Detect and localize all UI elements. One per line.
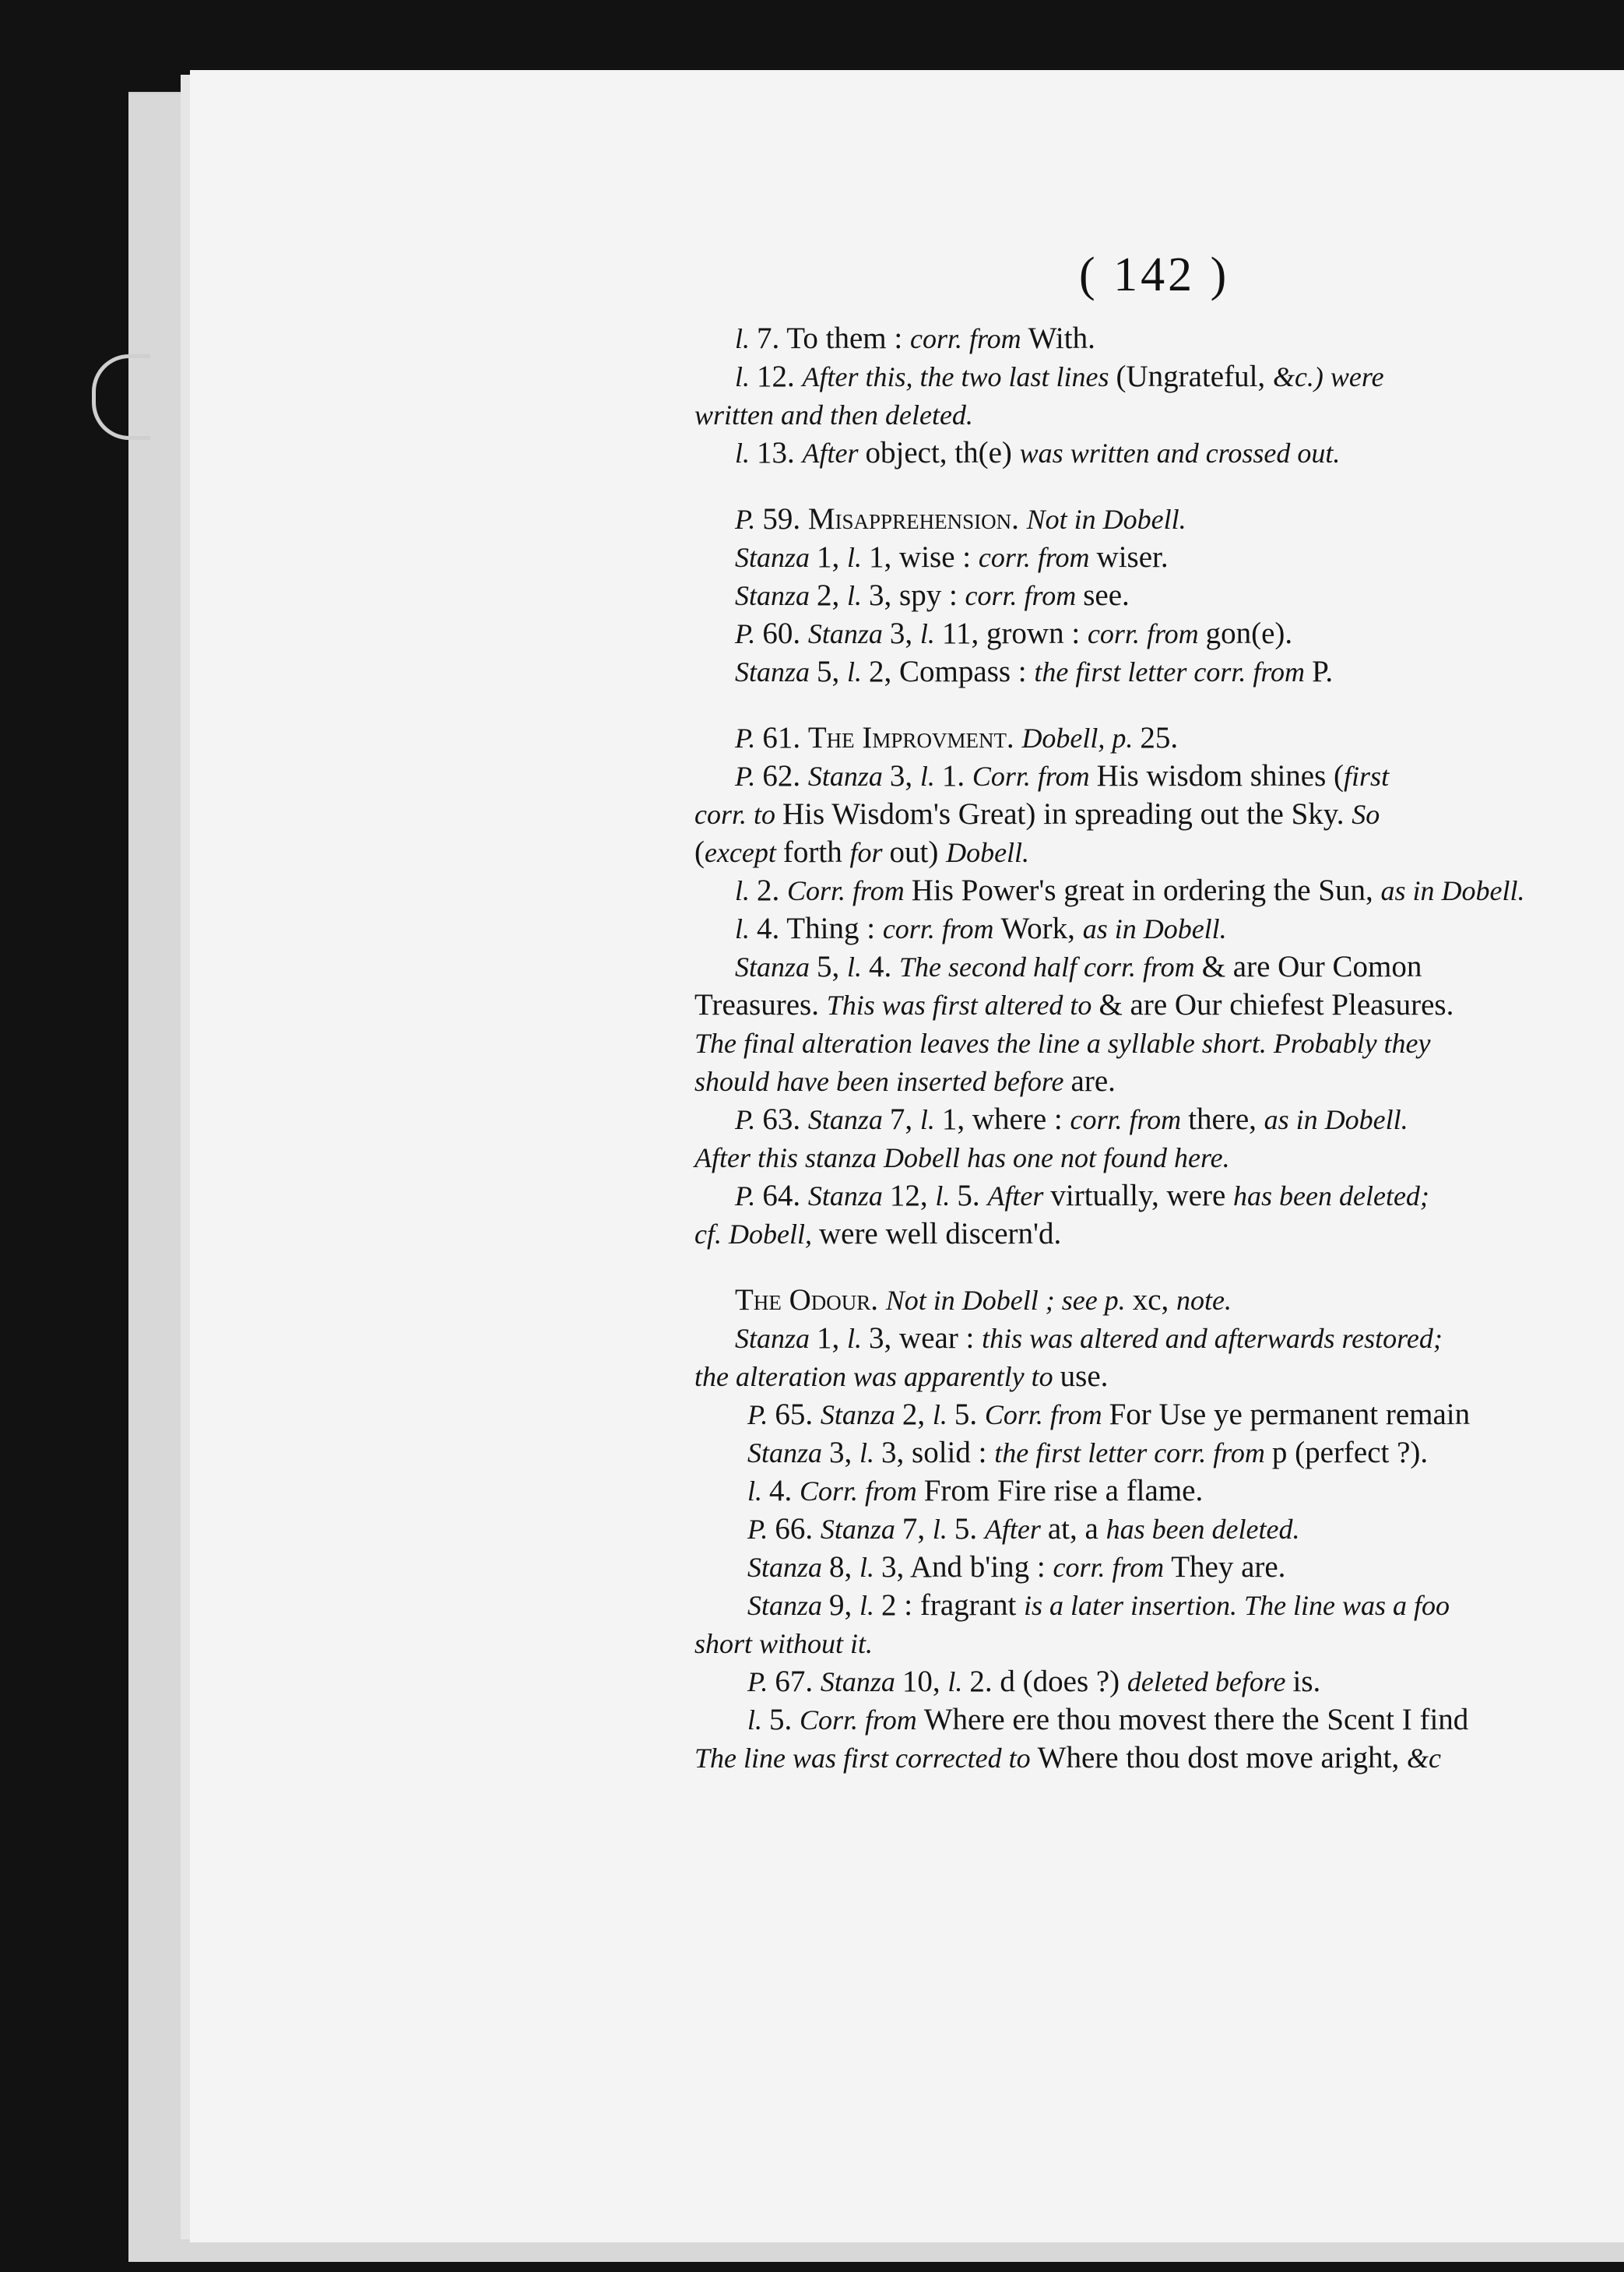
roman-span: [1014, 721, 1022, 754]
roman-span: Where thou dost move aright,: [1037, 1741, 1408, 1774]
italic-span: were: [1330, 361, 1384, 392]
roman-span: 3,: [889, 759, 920, 793]
italic-span: The second half corr. from: [899, 951, 1202, 983]
roman-span: 4.: [869, 950, 900, 983]
italic-span: l.: [919, 761, 942, 792]
roman-span: 2.: [757, 874, 788, 907]
text-line: [694, 719, 1624, 757]
italic-span: The final alteration leaves the line a syllable short. Probably they: [694, 1028, 1431, 1059]
roman-span: 12.: [757, 360, 803, 393]
roman-span: gon(e).: [1205, 617, 1293, 650]
italic-span: l.: [932, 1399, 954, 1430]
text-line: [694, 795, 1624, 833]
italic-span: l.: [919, 618, 942, 649]
italic-span: l.: [935, 1180, 958, 1212]
italic-span: as in Dobell.: [1380, 875, 1525, 906]
roman-span: P.: [1312, 655, 1334, 688]
italic-span: Corr. from: [800, 1475, 924, 1507]
italic-span: l.: [859, 1552, 882, 1583]
italic-span: corr. from: [965, 580, 1084, 611]
roman-span: 2,: [902, 1398, 933, 1431]
binding-clip: [92, 354, 150, 440]
text-line: [694, 500, 1624, 538]
roman-span: 5.: [957, 1179, 988, 1212]
roman-span: 2,: [817, 579, 848, 612]
notes-text: [694, 319, 1624, 1777]
italic-span: l.: [847, 1323, 870, 1354]
italic-span: l.: [735, 913, 758, 944]
text-line: [694, 1433, 1624, 1472]
roman-span: 2, Compass :: [869, 655, 1035, 688]
text-line: [694, 1662, 1624, 1700]
roman-span: 10,: [902, 1665, 948, 1698]
italic-span: corr. to: [694, 799, 783, 830]
roman-span: 5.: [769, 1703, 800, 1736]
italic-span: this was altered and afterwards restored;: [982, 1323, 1443, 1354]
italic-span: Corr. from: [984, 1399, 1109, 1430]
italic-span: The line was first corrected to: [694, 1743, 1038, 1774]
roman-span: 8,: [829, 1550, 860, 1584]
roman-span: 62.: [762, 759, 808, 793]
roman-span: are.: [1070, 1064, 1116, 1098]
italic-span: So: [1352, 799, 1380, 830]
roman-span: object, th(e): [865, 436, 1020, 470]
text-line: [694, 1357, 1624, 1395]
italic-span: has been deleted;: [1233, 1180, 1429, 1212]
text-line: [694, 1586, 1624, 1624]
italic-span: note.: [1176, 1285, 1232, 1316]
italic-span: Stanza: [807, 761, 890, 792]
italic-span: Stanza: [735, 951, 817, 983]
italic-span: the alteration was apparently to: [694, 1361, 1060, 1392]
roman-span: & are Our Comon: [1201, 950, 1422, 983]
italic-span: first: [1344, 761, 1390, 792]
roman-span: For Use ye permanent remain: [1109, 1398, 1471, 1431]
italic-span: Corr. from: [800, 1704, 924, 1736]
roman-span: use.: [1060, 1359, 1109, 1393]
italic-span: Stanza: [735, 542, 817, 573]
small-caps-span: Misapprehension.: [807, 502, 1019, 536]
italic-span: Not in Dobell.: [1026, 504, 1186, 535]
text-line: [694, 1510, 1624, 1548]
roman-span: 3, solid :: [881, 1436, 995, 1469]
roman-span: is.: [1292, 1665, 1321, 1698]
italic-span: written and then deleted.: [694, 399, 973, 431]
italic-span: corr. from: [882, 913, 1001, 944]
roman-span: His Power's great in ordering the Sun,: [911, 874, 1381, 907]
text-line: [694, 871, 1624, 909]
roman-span: virtually, were: [1050, 1179, 1234, 1212]
roman-span: 5,: [817, 950, 848, 983]
text-line: [694, 1024, 1624, 1062]
roman-span: 1,: [817, 540, 848, 574]
italic-span: P.: [735, 1180, 763, 1212]
italic-span: &c: [1407, 1743, 1442, 1774]
text-line: [694, 1700, 1624, 1739]
roman-span: there,: [1188, 1103, 1264, 1136]
italic-span: l.: [735, 361, 758, 392]
text-line: [694, 357, 1624, 396]
roman-span: at, a: [1047, 1512, 1106, 1546]
italic-span: P.: [747, 1399, 775, 1430]
italic-span: deleted before: [1127, 1666, 1293, 1697]
italic-span: l.: [735, 875, 758, 906]
roman-span: With.: [1028, 322, 1095, 355]
italic-span: l.: [919, 1104, 942, 1135]
roman-span: 4. Thing :: [757, 912, 883, 945]
roman-span: 3, wear :: [869, 1321, 982, 1355]
italic-span: l.: [847, 656, 870, 688]
italic-span: has been deleted.: [1106, 1514, 1300, 1545]
italic-span: corr. from: [978, 542, 1097, 573]
roman-span: 2 : fragrant: [881, 1588, 1025, 1622]
text-line: [694, 396, 1624, 434]
text-line: [694, 1062, 1624, 1100]
text-line: [694, 1176, 1624, 1215]
roman-span: (Ungrateful,: [1116, 360, 1273, 393]
italic-span: This was first altered to: [826, 990, 1099, 1021]
roman-span: 3,: [829, 1436, 860, 1469]
italic-span: Stanza: [735, 656, 817, 688]
italic-span: Stanza: [807, 1180, 890, 1212]
text-line: [694, 576, 1624, 614]
italic-span: P.: [735, 1104, 763, 1135]
italic-span: except: [705, 837, 783, 868]
italic-span: Stanza: [747, 1437, 830, 1468]
italic-span: l.: [947, 1666, 970, 1697]
small-caps-span: The Improvment.: [807, 721, 1014, 754]
text-line: [694, 986, 1624, 1024]
text-line: [694, 614, 1624, 652]
page-number: ( 142 ): [1079, 248, 1230, 301]
italic-span: l.: [747, 1475, 770, 1507]
roman-span: 1, where :: [941, 1103, 1070, 1136]
italic-span: P.: [735, 618, 763, 649]
roman-span: 67.: [775, 1665, 821, 1698]
italic-span: l.: [735, 323, 758, 354]
roman-span: His Wisdom's Great) in spreading out the Sky.: [782, 797, 1352, 831]
roman-span: 66.: [775, 1512, 821, 1546]
roman-span: 3, spy :: [869, 579, 965, 612]
italic-span: After: [987, 1180, 1051, 1212]
italic-span: &c.): [1272, 361, 1330, 392]
roman-span: Treasures.: [694, 988, 827, 1022]
italic-span: corr. from: [1087, 618, 1206, 649]
italic-span: Dobell, p.: [1021, 723, 1141, 754]
italic-span: P.: [735, 504, 763, 535]
text-line: [694, 1548, 1624, 1586]
roman-span: 1, wise :: [869, 540, 979, 574]
italic-span: l.: [859, 1590, 882, 1621]
italic-span: Stanza: [807, 1104, 890, 1135]
roman-span: Where ere thou movest there the Scent I find: [923, 1703, 1469, 1736]
italic-span: corr. from: [1070, 1104, 1189, 1135]
italic-span: l.: [859, 1437, 882, 1468]
roman-span: xc,: [1132, 1283, 1176, 1317]
roman-span: 59.: [762, 502, 808, 536]
italic-span: l.: [735, 438, 758, 469]
roman-span: 9,: [829, 1588, 860, 1622]
roman-span: 5.: [954, 1512, 985, 1546]
roman-span: 5.: [954, 1398, 985, 1431]
italic-span: was written and crossed out.: [1019, 438, 1341, 469]
text-line: [694, 948, 1624, 986]
roman-span: 64.: [762, 1179, 808, 1212]
italic-span: l.: [847, 580, 870, 611]
italic-span: Stanza: [735, 580, 817, 611]
italic-span: Dobell.: [946, 837, 1030, 868]
roman-span: out): [889, 835, 947, 869]
italic-span: Stanza: [747, 1590, 830, 1621]
roman-span: 3, And b'ing :: [881, 1550, 1053, 1584]
roman-span: 1,: [817, 1321, 848, 1355]
italic-span: Stanza: [747, 1552, 830, 1583]
italic-span: as in Dobell.: [1264, 1104, 1408, 1135]
italic-span: the first letter corr. from: [994, 1437, 1272, 1468]
text-line: [694, 1395, 1624, 1433]
roman-span: 12,: [889, 1179, 936, 1212]
text-line: [694, 1472, 1624, 1510]
italic-span: l.: [747, 1704, 770, 1736]
roman-span: 4.: [769, 1474, 800, 1507]
italic-span: Stanza: [820, 1666, 902, 1697]
italic-span: the first letter corr. from: [1034, 656, 1313, 688]
italic-span: as in Dobell.: [1082, 913, 1227, 944]
text-line: [694, 1138, 1624, 1176]
text-line: [694, 652, 1624, 691]
text-line: [694, 1100, 1624, 1138]
roman-span: 63.: [762, 1103, 808, 1136]
italic-span: After: [984, 1514, 1048, 1545]
roman-span: 13.: [757, 436, 803, 470]
italic-span: Stanza: [820, 1399, 902, 1430]
italic-span: Corr. from: [972, 761, 1097, 792]
italic-span: corr. from: [909, 323, 1028, 354]
italic-span: corr. from: [1053, 1552, 1172, 1583]
roman-span: They are.: [1171, 1550, 1286, 1584]
text-line: [694, 1624, 1624, 1662]
text-line: [694, 319, 1624, 357]
roman-span: [1019, 502, 1027, 536]
roman-span: 3,: [889, 617, 920, 650]
italic-span: Corr. from: [787, 875, 912, 906]
italic-span: short without it.: [694, 1628, 874, 1659]
roman-span: 1.: [941, 759, 972, 793]
text-line: [694, 1319, 1624, 1357]
italic-span: Stanza: [807, 618, 890, 649]
text-line: [694, 538, 1624, 576]
italic-span: P.: [747, 1666, 775, 1697]
roman-span: 2. d (does ?): [969, 1665, 1127, 1698]
roman-span: 5,: [817, 655, 848, 688]
roman-span: see.: [1083, 579, 1130, 612]
roman-span: 60.: [762, 617, 808, 650]
italic-span: P.: [735, 723, 763, 754]
italic-span: After: [802, 438, 866, 469]
roman-span: & are Our chiefest Pleasures.: [1098, 988, 1454, 1022]
roman-span: p (perfect ?).: [1271, 1436, 1429, 1469]
roman-span: 25.: [1140, 721, 1179, 754]
roman-span: 7. To them :: [757, 322, 910, 355]
roman-span: 61.: [762, 721, 808, 754]
italic-span: Stanza: [735, 1323, 817, 1354]
roman-span: 11, grown :: [941, 617, 1088, 650]
text-line: [694, 1215, 1624, 1253]
text-line: [694, 833, 1624, 871]
italic-span: l.: [932, 1514, 954, 1545]
text-line: [694, 434, 1624, 472]
roman-span: wiser.: [1096, 540, 1169, 574]
italic-span: is a later insertion. The line was a foo: [1024, 1590, 1450, 1621]
italic-span: After this stanza Dobell has one not found here.: [694, 1142, 1230, 1173]
roman-span: 7,: [902, 1512, 933, 1546]
italic-span: should have been inserted before: [694, 1066, 1071, 1097]
italic-span: l.: [847, 951, 870, 983]
italic-span: After this, the two last lines: [802, 361, 1116, 392]
small-caps-span: The Odour.: [735, 1283, 878, 1317]
italic-span: P.: [735, 761, 763, 792]
roman-span: forth: [782, 835, 850, 869]
roman-span: His wisdom shines (: [1096, 759, 1345, 793]
italic-span: cf. Dobell,: [694, 1219, 819, 1250]
roman-span: 65.: [775, 1398, 821, 1431]
roman-span: 7,: [889, 1103, 920, 1136]
roman-span: were well discern'd.: [818, 1217, 1062, 1250]
text-line: [694, 909, 1624, 948]
italic-span: Stanza: [820, 1514, 902, 1545]
roman-span: [878, 1283, 886, 1317]
text-line: [694, 1281, 1624, 1319]
roman-span: (: [694, 835, 705, 869]
roman-span: Work,: [1000, 912, 1083, 945]
italic-span: P.: [747, 1514, 775, 1545]
italic-span: Not in Dobell ; see p.: [885, 1285, 1133, 1316]
text-line: [694, 1739, 1624, 1777]
italic-span: l.: [847, 542, 870, 573]
text-line: [694, 757, 1624, 795]
roman-span: From Fire rise a flame.: [923, 1474, 1204, 1507]
italic-span: for: [849, 837, 890, 868]
